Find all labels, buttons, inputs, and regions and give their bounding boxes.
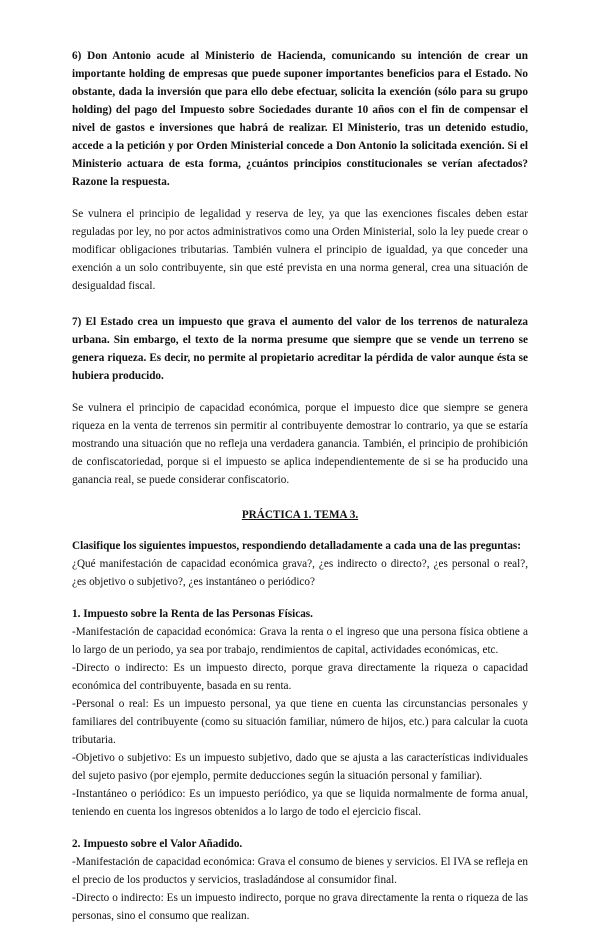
list-item: -Manifestación de capacidad económica: Grava la renta o el ingreso que una persona física obtiene a lo largo de un periodo, ya sea por trabajo, rendimientos de capital, actividades económicas, etc.: [72, 626, 528, 656]
section-irpf: [72, 605, 528, 821]
document-page: [72, 47, 528, 939]
list-item: -Objetivo o subjetivo: Es un impuesto subjetivo, dado que se ajusta a las características individuales del sujeto pasivo (por ejemplo, permite deducciones según la situación personal y familiar).: [72, 752, 528, 782]
question-7: 7) El Estado crea un impuesto que grava el aumento del valor de los terrenos de naturaleza urbana. Sin embargo, el texto de la norma presume que siempre que se vende un terreno se genera riqueza. Es decir, no permite al propietario acreditar la pérdida de valor aunque ésta se hubiera producido.: [72, 316, 528, 382]
practice-instruction: Clasifique los siguientes impuestos, respondiendo detalladamente a cada una de las preguntas:: [72, 540, 522, 552]
answer-6: Se vulnera el principio de legalidad y reserva de ley, ya que las exenciones fiscales deben estar reguladas por ley, no por actos administrativos como una Orden Ministerial, solo la ley puede crear o modificar obligaciones tributarias. También vulnera el principio de igualdad, ya que conceder una exención a un solo contribuyente, sin que esté prevista en una norma general, crea una situación de desigualdad fiscal.: [72, 208, 528, 292]
practice-intro: [72, 537, 528, 591]
list-item: -Directo o indirecto: Es un impuesto directo, porque grava directamente la riqueza o capacidad económica del contribuyente, basada en su renta.: [72, 662, 528, 692]
practice-title: PRÁCTICA 1. TEMA 3.: [241, 509, 359, 521]
list-item: -Personal o real: Es un impuesto personal, ya que tiene en cuenta las circunstancias personales y familiares del contribuyente (como su situación familiar, número de hijos, etc.) para calcular la cuota tributaria.: [72, 698, 528, 746]
list-item: -Directo o indirecto: Es un impuesto indirecto, porque no grava directamente la renta o riqueza de las personas, sino el consumo que realizan.: [72, 892, 528, 922]
list-item: -Instantáneo o periódico: Es un impuesto periódico, ya que se liquida normalmente de forma anual, teniendo en cuenta los ingresos obtenidos a lo largo de todo el ejercicio fiscal.: [72, 788, 528, 818]
practice-questions: ¿Qué manifestación de capacidad económica grava?, ¿es indirecto o directo?, ¿es personal o real?, ¿es objetivo o subjetivo?, ¿es instantáneo o periódico?: [72, 558, 528, 588]
list-item: -Manifestación de capacidad económica: Grava el consumo de bienes y servicios. El IVA se refleja en el precio de los productos y servicios, trasladándose al consumidor final.: [72, 856, 528, 886]
question-6: 6) Don Antonio acude al Ministerio de Hacienda, comunicando su intención de crear un importante holding de empresas que puede suponer importantes beneficios para el Estado. No obstante, dada la inversión que para ello debe efectuar, solicita la exención (sólo para su grupo holding) del pago del Impuesto sobre Sociedades durante 10 años con el fin de compensar el nivel de gastos e inversiones que habrá de realizar. El Ministerio, tras un detenido estudio, accede a la petición y por Orden Ministerial concede a Don Antonio la solicitada exención. Si el Ministerio actuara de esta forma, ¿cuántos principios constitucionales se verían afectados? Razone la respuesta.: [72, 50, 528, 188]
section-title: 2. Impuesto sobre el Valor Añadido.: [72, 838, 243, 850]
section-iva: [72, 835, 528, 925]
answer-7: Se vulnera el principio de capacidad económica, porque el impuesto dice que siempre se genera riqueza en la venta de terrenos sin permitir al contribuyente demostrar lo contrario, ya que se estaría mostrando una situación que no refleja una verdadera ganancia. También, el principio de prohibición de confiscatoriedad, porque si el impuesto se aplica independientemente de si se ha producido una ganancia real, se puede considerar confiscatorio.: [72, 402, 528, 486]
section-title: 1. Impuesto sobre la Renta de las Personas Físicas.: [72, 608, 313, 620]
